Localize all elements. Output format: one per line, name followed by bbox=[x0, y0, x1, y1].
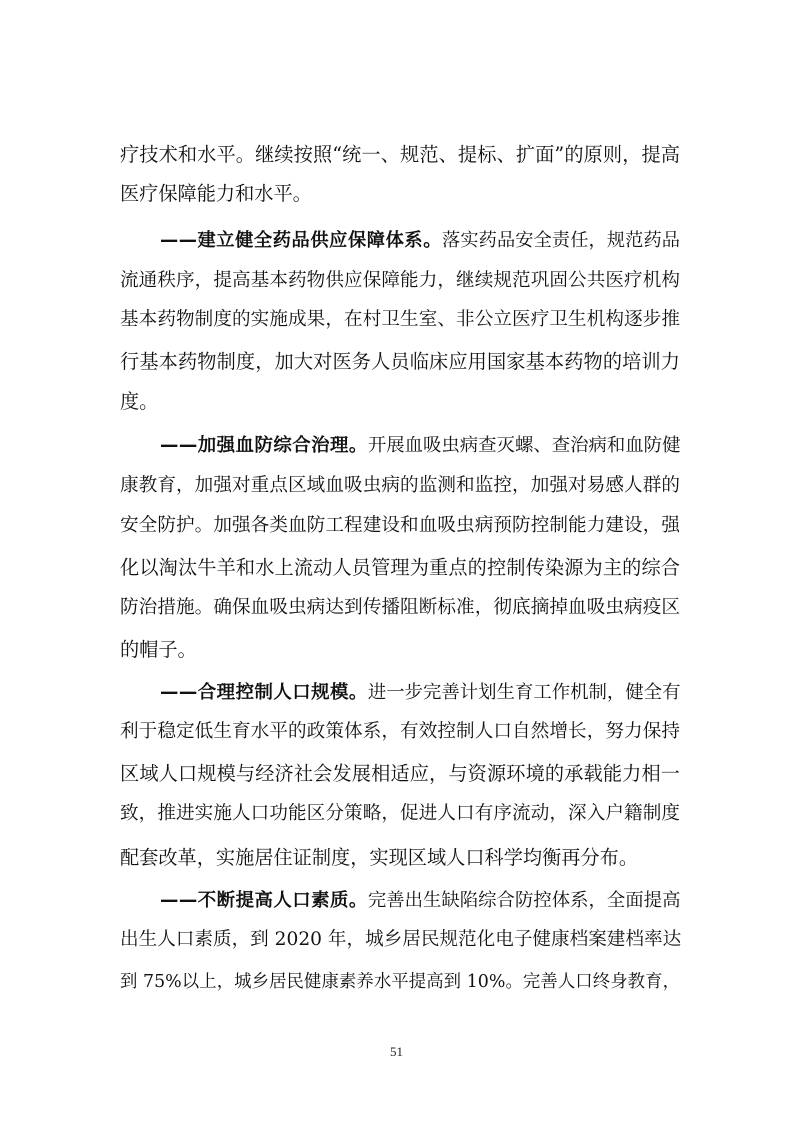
body-text-line: 利于稳定低生育水平的政策体系，有效控制人口自然增长，努力保持 bbox=[120, 721, 680, 742]
body-text-run: 进一步完善计划生育工作机制，健全有 bbox=[367, 682, 681, 703]
section-heading-population-scale: ——合理控制人口规模。 bbox=[160, 682, 368, 703]
body-text-line: 区域人口规模与经济社会发展相适应，与资源环境的承载能力相一 bbox=[120, 762, 680, 785]
body-text-line: 康教育，加强对重点区域血吸虫病的监测和监控，加强对易感人群的 bbox=[120, 475, 680, 496]
body-text-line: 医疗保障能力和水平。 bbox=[120, 182, 312, 205]
section-heading-drug-supply: ——建立健全药品供应保障体系。 bbox=[160, 230, 443, 251]
body-text-line: 流通秩序，提高基本药物供应保障能力，继续规范巩固公共医疗机构 bbox=[120, 270, 680, 291]
body-text-line: 致，推进实施人口功能区分策略，促进人口有序流动，深入户籍制度 bbox=[120, 803, 680, 824]
body-text-run: 落实药品安全责任，规范药品 bbox=[442, 230, 680, 251]
body-text-run: 完善出生缺陷综合防控体系，全面提高 bbox=[367, 890, 681, 911]
body-text-line: 基本药物制度的实施成果，在村卫生室、非公立医疗卫生机构逐步推 bbox=[120, 309, 680, 330]
body-text-line: 出生人口素质，到 2020 年，城乡居民规范化电子健康档案建档率达 bbox=[120, 929, 682, 950]
section-paragraph-population-quality bbox=[160, 889, 680, 913]
body-text-line: 行基本药物制度，加大对医务人员临床应用国家基本药物的培训力 bbox=[120, 350, 680, 373]
section-paragraph-drug-supply bbox=[160, 229, 680, 253]
section-heading-population-quality: ——不断提高人口素质。 bbox=[160, 890, 368, 911]
page-number: 51 bbox=[390, 1044, 403, 1059]
body-text-line: 安全防护。加强各类血防工程建设和血吸虫病预防控制能力建设，强 bbox=[120, 515, 680, 536]
body-text-line: 度。 bbox=[120, 390, 159, 413]
section-paragraph-population-scale bbox=[160, 681, 680, 705]
body-text-line: 到 75%以上，城乡居民健康素养水平提高到 10%。完善人口终身教育， bbox=[120, 972, 680, 992]
body-text-line: 的帽子。 bbox=[120, 638, 197, 661]
section-heading-schistosomiasis: ——加强血防综合治理。 bbox=[160, 435, 368, 456]
body-text-line: 配套改革，实施居住证制度，实现区域人口科学均衡再分布。 bbox=[120, 846, 639, 869]
body-text-line: 防治措施。确保血吸虫病达到传播阻断标准，彻底摘掉血吸虫病疫区 bbox=[120, 597, 680, 618]
section-paragraph-schistosomiasis bbox=[160, 434, 680, 458]
body-text-line: 化以淘汰牛羊和水上流动人员管理为重点的控制传染源为主的综合 bbox=[120, 556, 680, 579]
body-text-line: 疗技术和水平。继续按照“统一、规范、提标、扩面”的原则，提高 bbox=[120, 143, 680, 166]
body-text-run: 开展血吸虫病查灭螺、查治病和血防健 bbox=[367, 435, 681, 456]
